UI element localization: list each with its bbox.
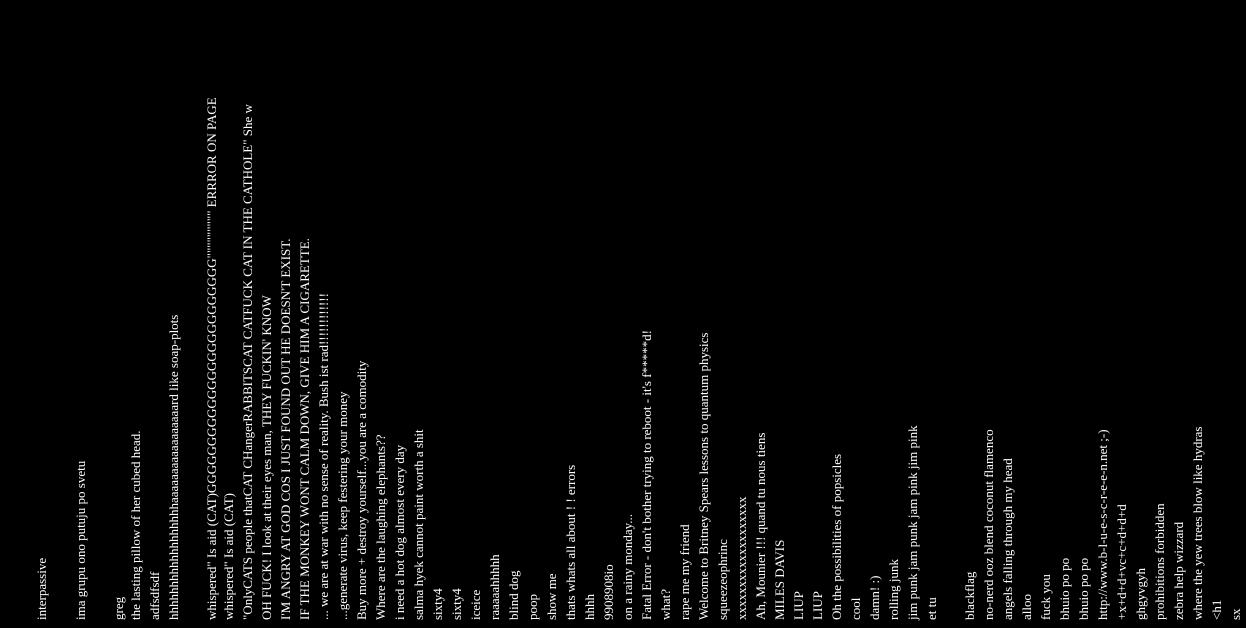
text-line: no-nerd ooz blend coconut flamenco — [981, 429, 996, 620]
text-line: LIUP — [810, 591, 825, 620]
text-line: what? — [658, 588, 673, 620]
text-line: prohibitions forbidden — [1152, 503, 1167, 620]
text-line: rape me my friend — [677, 524, 692, 620]
text-line: Ah, Mounier !!! quand tu nous tiens — [753, 432, 768, 620]
text-line: Buy more + destroy yourself...you are a comodity — [354, 360, 369, 620]
text-line: ...generate virus, keep festering your money — [335, 391, 350, 620]
text-line: blind dog — [506, 570, 521, 620]
text-line: ghgyvgyh — [1133, 568, 1148, 620]
text-line: greg — [111, 596, 126, 620]
text-line: where the yew trees blow like hydras — [1190, 426, 1205, 620]
text-line: fuck you — [1038, 574, 1053, 620]
text-line: alloo — [1019, 594, 1034, 620]
text-line: angels falling through my head — [1000, 458, 1015, 620]
text-line: cool — [848, 597, 863, 620]
text-line: whispered" Is aid (CAT)GGGGGGGGGGGGGGGGGGGGGGGGG""""""""" ERRROR ON PAGE — [204, 97, 219, 620]
text-line: xxxxxxxxxxxxxxxxxxx — [734, 496, 749, 620]
text-line: http://www.b-l-u-e-s-c-r-e-e-n.net ;-) — [1095, 429, 1110, 620]
text-line: zebra help wizzard — [1171, 521, 1186, 620]
text-line: jim punk jam punk jam pink jim pink — [905, 425, 920, 620]
text-line: poop — [525, 594, 540, 620]
text-line: Oh the possibilities of popsicles — [829, 453, 844, 620]
text-line: adfsdfsdf — [147, 571, 162, 620]
text-line: LIUP — [791, 591, 806, 620]
text-line: i need a hot dog almost every day — [392, 444, 407, 620]
text-line: interpassive — [34, 557, 49, 620]
text-line: damn! :) — [867, 575, 882, 620]
text-line: bhuio po po — [1057, 557, 1072, 620]
text-line: I'M ANGRY AT GOD COS I JUST FOUND OUT HE DOESN'T EXIST. — [278, 238, 293, 620]
text-line: Fatal Error - don't bother trying to reboot - it's f*****d! — [639, 330, 654, 620]
text-line: raaaaahhhhh — [487, 554, 502, 620]
text-line: rolling junk — [886, 558, 901, 620]
text-line: whispered" Is aid (CAT) — [221, 493, 236, 620]
text-line: <h1 — [1209, 599, 1224, 620]
text-line: the lasting pillow of her cubed head. — [128, 430, 143, 620]
text-line: blackflag — [962, 571, 977, 620]
text-line: Where are the laughing elephants?? — [373, 434, 388, 620]
text-line: sixty4 — [430, 588, 445, 620]
text-line: bhuio po po — [1076, 557, 1091, 620]
text-line: "OnlyCATS people thatCAT CHangerRABBITSCAT CATFUCK CAT IN THE CATHOLE" She w — [240, 104, 255, 620]
text-line: ... we are at war with no sense of reality. Bush ist rad!!!!!!!!!!!! — [316, 293, 331, 620]
text-line: salma hyek cannot paint worth a shit — [411, 429, 426, 620]
text-line: squeezeophrinc — [715, 539, 730, 620]
text-line: hhhhhhhhhhhhhhhhhhaaaaaaaaaaaaaaaaard like soap-plots — [166, 314, 181, 620]
text-line: 9908908io — [601, 564, 616, 620]
text-line: et tu — [924, 597, 939, 620]
text-line: +x+d+d+vc+c+d+d+d — [1114, 504, 1129, 620]
text-line: hhhh — [582, 594, 597, 620]
text-line: sx — [1228, 608, 1243, 620]
text-line: show me — [544, 573, 559, 620]
text-line: on a rainy monday... — [620, 513, 635, 620]
text-line: thats whats all about ! ! errors — [563, 464, 578, 620]
text-line: IF THE MONKEY WONT CALM DOWN, GIVE HIM A CIGARETTE. — [297, 238, 312, 620]
text-line: iceice — [468, 589, 483, 620]
text-line: Welcome to Britney Spears lessons to quantum physics — [696, 332, 711, 620]
text-line: MILES DAVIS — [772, 539, 787, 620]
text-line: OH FUCK! I look at their eyes man, THEY FUCKIN' KNOW — [259, 295, 274, 620]
text-line: sixty4 — [449, 588, 464, 620]
text-line: ima grupu ono putuju po svetu — [73, 460, 88, 620]
